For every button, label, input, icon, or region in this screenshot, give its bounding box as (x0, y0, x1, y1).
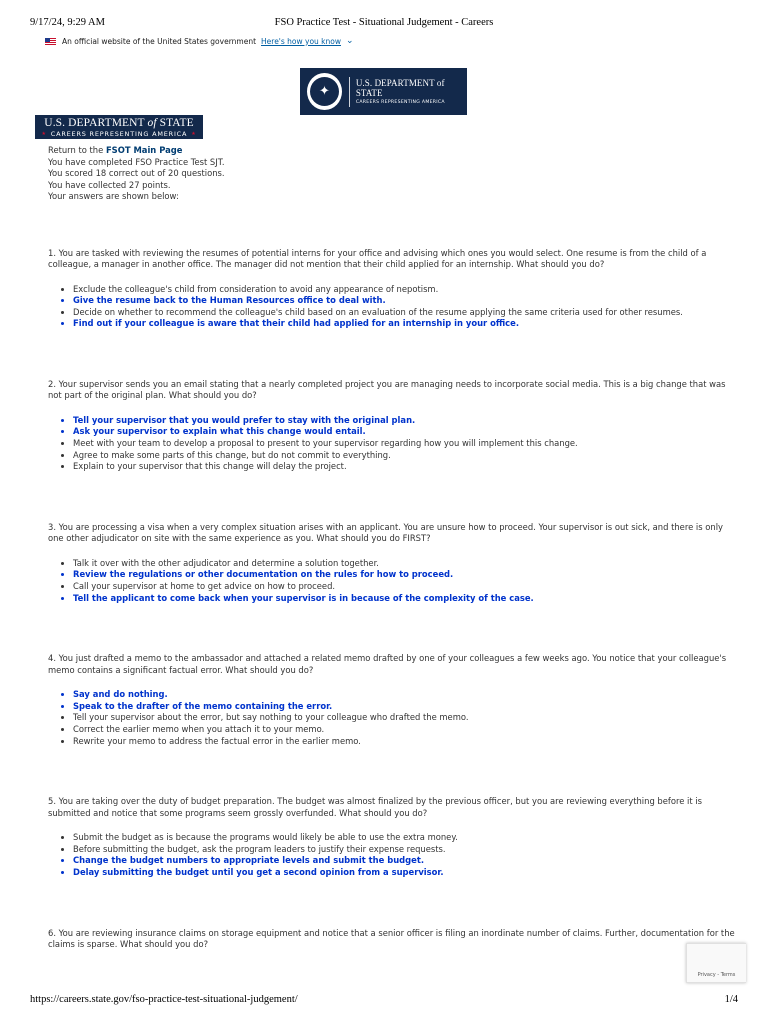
selected-answer: • Change the budget numbers to appropriate levels and submit the budget. (73, 855, 738, 867)
question-block (48, 379, 738, 473)
print-page-title: FSO Practice Test - Situational Judgement - Careers (274, 17, 494, 28)
careers-logo-of: of (147, 117, 157, 129)
print-footer (30, 994, 738, 1008)
answer-list (48, 558, 738, 604)
answer-option: • Before submitting the budget, ask the program leaders to justify their expense requests. (73, 844, 738, 856)
careers-logo-title: U.S. DEPARTMENT (44, 117, 145, 129)
question-text: 1. You are tasked with reviewing the resumes of potential interns for your office and advising which ones you would select. One resume is from the child of a colleague, a manager in another office. The manager did not mention that their child applied for an internship. What should you do? (48, 247, 707, 269)
careers-logo-state: STATE (159, 117, 194, 129)
gov-banner-text: An official website of the United States government (62, 36, 257, 46)
question-text: 2. Your supervisor sends you an email stating that a nearly completed project you are managing needs to incorporate social media. This is a big change that was not part of the original plan. What should you do? (48, 378, 726, 401)
return-line (48, 145, 738, 157)
answer-option: • Talk it over with the other adjudicator and determine a solution together. (73, 558, 738, 570)
answer-option: • Tell your supervisor about the error, but say nothing to your colleague who drafted the memo. (73, 712, 738, 724)
selected-answer: • Tell the applicant to come back when your supervisor is in because of the complexity of the case. (73, 593, 738, 605)
question-block (48, 248, 738, 330)
selected-answer: • Speak to the drafter of the memo containing the error. (73, 701, 738, 713)
answers-intro: Your answers are shown below: (48, 191, 179, 201)
question-block (48, 522, 738, 604)
return-prefix: Return to the (48, 145, 104, 155)
print-datetime: 9/17/24, 9:29 AM (30, 17, 105, 28)
selected-answer: • Find out if your colleague is aware that their child had applied for an internship in your office. (73, 318, 738, 330)
question-block (48, 928, 738, 951)
gov-banner (45, 34, 354, 48)
answer-option: • Decide on whether to recommend the colleague's child based on an evaluation of the resume applying the same criteria used for other resumes. (73, 307, 738, 319)
question-list (48, 248, 738, 951)
star-icon: ★ (41, 131, 47, 137)
state-department-logo[interactable] (300, 68, 467, 115)
selected-answer: • Delay submitting the budget until you get a second opinion from a supervisor. (73, 867, 738, 879)
chevron-down-icon[interactable]: ⌄ (346, 36, 354, 46)
score-message: You scored 18 correct out of 20 questions. (48, 168, 225, 178)
question-text: 5. You are taking over the duty of budget preparation. The budget was almost finalized by the previous officer, but you are reviewing everything before it is submitted and notice that some programs seem grossly overfunded. What should you do? (48, 796, 702, 818)
question-text: 3. You are processing a visa when a very complex situation arises with an applicant. You are unsure how to proceed. Your supervisor is out sick, and there is only one other adjudicator on site with the same experience as you. What should you do FIRST? (48, 521, 723, 544)
careers-logo[interactable] (35, 115, 203, 139)
answer-option: • Meet with your team to develop a proposal to present to your supervisor regarding how you will implement this change. (73, 438, 738, 450)
eagle-seal-icon: ✦ (307, 73, 342, 110)
selected-answer: • Review the regulations or other documentation on the rules for how to proceed. (73, 569, 738, 581)
answer-option: • Submit the budget as is because the programs would likely be able to use the extra money. (73, 832, 738, 844)
answer-list (48, 832, 738, 878)
fsot-main-page-link[interactable]: FSOT Main Page (105, 145, 183, 155)
careers-logo-tagline: CAREERS REPRESENTING AMERICA (50, 130, 188, 138)
recaptcha-privacy-link[interactable]: Privacy (697, 972, 716, 978)
star-icon: ★ (191, 131, 197, 137)
print-url: https://careers.state.gov/fso-practice-test-situational-judgement/ (30, 994, 298, 1005)
answer-option: • Correct the earlier memo when you attach it to your memo. (73, 724, 738, 736)
answer-option: • Agree to make some parts of this change, but do not commit to everything. (73, 450, 738, 462)
recaptcha-badge[interactable] (686, 943, 746, 983)
print-header (30, 17, 738, 31)
answer-list (48, 415, 738, 473)
selected-answer: • Say and do nothing. (73, 689, 738, 701)
answer-list (48, 284, 738, 330)
heres-how-you-know-link[interactable]: Here's how you know (261, 36, 341, 46)
results-content (48, 145, 738, 1000)
answer-option: • Explain to your supervisor that this change will delay the project. (73, 461, 738, 473)
logo-tagline: CAREERS REPRESENTING AMERICA (355, 100, 445, 105)
question-block (48, 653, 738, 747)
answer-option: • Exclude the colleague's child from consideration to avoid any appearance of nepotism. (73, 284, 738, 296)
selected-answer: • Tell your supervisor that you would prefer to stay with the original plan. (73, 415, 738, 427)
logo-title: U.S. DEPARTMENT of STATE (355, 78, 445, 98)
answer-option: • Rewrite your memo to address the factual error in the earlier memo. (73, 736, 738, 748)
us-flag-icon (45, 38, 56, 45)
question-text: 6. You are reviewing insurance claims on storage equipment and notice that a senior officer is filing an inordinate number of claims. Further, documentation for the claims is sparse. What should you do? (48, 927, 735, 950)
selected-answer: • Give the resume back to the Human Resources office to deal with. (73, 295, 738, 307)
print-page-number: 1/4 (724, 994, 738, 1005)
recaptcha-separator: - (717, 972, 720, 978)
question-text: 4. You just drafted a memo to the ambassador and attached a related memo drafted by one of your colleagues a few weeks ago. You notice that your colleague's memo contains a significant factual error. What should you do? (48, 653, 727, 675)
question-block (48, 796, 738, 878)
answer-option: • Call your supervisor at home to get advice on how to proceed. (73, 581, 738, 593)
answer-list (48, 689, 738, 747)
selected-answer: • Ask your supervisor to explain what this change would entail. (73, 426, 738, 438)
completion-message: You have completed FSO Practice Test SJT. (48, 156, 225, 167)
points-message: You have collected 27 points. (48, 179, 171, 190)
recaptcha-terms-link[interactable]: Terms (720, 972, 736, 978)
